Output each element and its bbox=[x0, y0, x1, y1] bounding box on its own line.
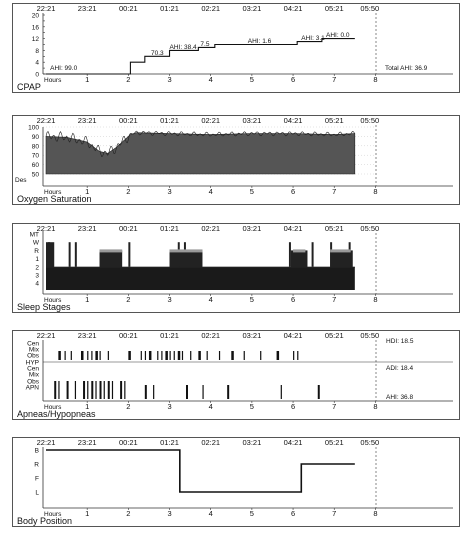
y-tick-label: Obs bbox=[27, 378, 39, 386]
time-label: 00:21 bbox=[118, 116, 138, 125]
hour-tick-label: 3 bbox=[167, 75, 172, 84]
hypopnea-event bbox=[87, 351, 88, 360]
wake-spike bbox=[349, 242, 351, 267]
y-tick-label: 16 bbox=[31, 24, 39, 32]
ahi-annotation: AHI: 36.8 bbox=[386, 394, 414, 401]
panel-title: Apneas/Hypopneas bbox=[17, 409, 96, 419]
hour-tick-label: 5 bbox=[249, 295, 254, 304]
hour-tick-label: 8 bbox=[373, 402, 378, 411]
hour-tick-label: 8 bbox=[373, 75, 378, 84]
time-label: 01:21 bbox=[160, 224, 179, 233]
sleep-stages-panel bbox=[12, 223, 460, 313]
hypopnea-event bbox=[174, 351, 175, 360]
hypopnea-event bbox=[95, 351, 98, 360]
time-label: 04:21 bbox=[283, 331, 303, 340]
y-tick-label: L bbox=[35, 489, 39, 497]
panel-title: Body Position bbox=[17, 516, 73, 526]
hour-tick-label: 2 bbox=[126, 295, 131, 304]
y-tick-label: B bbox=[34, 447, 39, 455]
hour-tick-label: 1 bbox=[85, 187, 90, 196]
wake-spike bbox=[178, 242, 180, 267]
hypopnea-event bbox=[58, 351, 61, 360]
time-label: 03:21 bbox=[242, 116, 262, 125]
hypopnea-event bbox=[207, 351, 208, 360]
hypopnea-event bbox=[198, 351, 201, 360]
oxygen-saturation-chart bbox=[13, 116, 461, 206]
hour-tick-label: 8 bbox=[373, 509, 378, 518]
time-label: 02:21 bbox=[201, 224, 221, 233]
hour-tick-label: 8 bbox=[373, 295, 378, 304]
hours-label: Hours bbox=[44, 297, 62, 304]
y-tick-label: 1 bbox=[35, 256, 39, 264]
apnea-event bbox=[75, 381, 76, 399]
cpap-annotation: AHI: 3.1 bbox=[301, 35, 325, 43]
hour-tick-label: 7 bbox=[332, 295, 337, 304]
sleep-stage-segment bbox=[202, 267, 291, 268]
apnea-event bbox=[120, 381, 122, 399]
time-label: 05:50 bbox=[360, 224, 380, 233]
sleep-stage-segment bbox=[100, 250, 123, 267]
rem-top bbox=[100, 249, 123, 252]
time-label: 03:21 bbox=[242, 331, 262, 340]
apnea-event bbox=[95, 381, 96, 399]
time-label: 22:21 bbox=[36, 438, 56, 447]
hypopnea-event bbox=[244, 351, 245, 360]
time-label: 00:21 bbox=[118, 331, 138, 340]
hypopnea-event bbox=[81, 351, 84, 360]
hour-tick-label: 3 bbox=[167, 187, 172, 196]
apnea-event bbox=[58, 381, 59, 399]
apneas-hypopneas-panel bbox=[12, 330, 460, 420]
time-label: 02:21 bbox=[201, 331, 221, 340]
cpap-chart bbox=[13, 4, 461, 94]
hypopnea-event bbox=[91, 351, 92, 360]
body-position-panel bbox=[12, 437, 460, 527]
hypopnea-event bbox=[149, 351, 152, 360]
apnea-event bbox=[112, 381, 113, 399]
apnea-event bbox=[227, 385, 229, 399]
hour-tick-label: 1 bbox=[85, 402, 90, 411]
wake-spike bbox=[330, 242, 332, 267]
y-tick-label: 2 bbox=[35, 264, 39, 272]
hour-tick-label: 7 bbox=[332, 187, 337, 196]
hour-tick-label: 6 bbox=[290, 295, 296, 304]
hypopnea-event bbox=[219, 351, 220, 360]
y-tick-label: Obs bbox=[27, 352, 39, 360]
hour-tick-label: 4 bbox=[208, 509, 213, 518]
time-label: 01:21 bbox=[160, 331, 179, 340]
hours-label: Hours bbox=[44, 77, 62, 84]
hours-label: Hours bbox=[44, 404, 62, 411]
hypopnea-event bbox=[165, 351, 168, 360]
hour-tick-label: 3 bbox=[167, 402, 172, 411]
time-label: 00:21 bbox=[118, 4, 138, 13]
apnea-event bbox=[202, 385, 203, 399]
sleep-stage-segment bbox=[122, 267, 169, 268]
y-tick-label: 70 bbox=[31, 152, 39, 160]
y-tick-label: 8 bbox=[35, 47, 39, 55]
hour-tick-label: 4 bbox=[208, 402, 213, 411]
hdi-annotation: HDI: 18.5 bbox=[386, 338, 414, 345]
apnea-event bbox=[124, 381, 125, 399]
time-label: 23:21 bbox=[77, 224, 97, 233]
cpap-annotation: 7.5 bbox=[200, 40, 210, 48]
apnea-event bbox=[54, 381, 56, 399]
time-label: 23:21 bbox=[77, 331, 97, 340]
spo2-area bbox=[46, 133, 355, 174]
hypopnea-event bbox=[100, 351, 101, 360]
cpap-annotation: AHI: 1.6 bbox=[247, 38, 272, 46]
apnea-event bbox=[153, 385, 154, 399]
y-tick-label: R bbox=[34, 247, 39, 255]
apnea-event bbox=[100, 381, 102, 399]
cpap-annotation: AHI: 0.0 bbox=[326, 32, 350, 40]
hour-tick-label: 4 bbox=[208, 295, 213, 304]
y-tick-label: Cen bbox=[27, 340, 39, 348]
y-tick-label: Des bbox=[15, 177, 27, 184]
hour-tick-label: 3 bbox=[167, 295, 172, 304]
hour-tick-label: 6 bbox=[290, 75, 296, 84]
y-tick-label: 4 bbox=[35, 59, 39, 67]
y-tick-label: 3 bbox=[35, 272, 39, 280]
apnea-event bbox=[104, 381, 105, 399]
time-label: 01:21 bbox=[160, 116, 179, 125]
time-label: 03:21 bbox=[242, 438, 262, 447]
body-position-chart bbox=[13, 438, 461, 528]
apneas-hypopneas-chart bbox=[13, 331, 461, 421]
sleep-stage-segment bbox=[353, 267, 355, 268]
apnea-event bbox=[83, 381, 85, 399]
y-tick-label: 100 bbox=[28, 124, 39, 132]
oxygen-saturation-panel bbox=[12, 115, 460, 205]
apnea-event bbox=[145, 385, 147, 399]
hour-tick-label: 4 bbox=[208, 75, 213, 84]
wake-spike bbox=[184, 242, 186, 267]
time-label: 22:21 bbox=[36, 4, 56, 13]
y-tick-label: APN bbox=[25, 384, 39, 392]
time-label: 05:50 bbox=[360, 331, 380, 340]
hypopnea-event bbox=[157, 351, 158, 360]
time-label: 00:21 bbox=[118, 224, 138, 233]
time-label: 05:21 bbox=[324, 331, 344, 340]
hypopnea-event bbox=[260, 351, 261, 360]
hypopnea-event bbox=[108, 351, 109, 360]
y-tick-label: MT bbox=[29, 231, 39, 239]
time-label: 04:21 bbox=[283, 438, 303, 447]
time-label: 05:21 bbox=[324, 224, 344, 233]
rem-top bbox=[170, 249, 203, 252]
sleep-stage-segment bbox=[46, 242, 54, 268]
sleep-stage-segment bbox=[291, 250, 307, 267]
time-label: 23:21 bbox=[77, 116, 97, 125]
adi-annotation: ADI: 18.4 bbox=[386, 365, 414, 372]
time-label: 22:21 bbox=[36, 331, 56, 340]
hour-tick-label: 2 bbox=[126, 509, 131, 518]
hypopnea-event bbox=[182, 351, 183, 360]
time-label: 23:21 bbox=[77, 4, 97, 13]
y-tick-label: Mix bbox=[28, 346, 39, 354]
time-label: 00:21 bbox=[118, 438, 138, 447]
apnea-event bbox=[67, 381, 69, 399]
hours-label: Hours bbox=[44, 189, 62, 196]
apnea-event bbox=[91, 381, 93, 399]
panel-title: Oxygen Saturation bbox=[17, 194, 92, 204]
time-label: 02:21 bbox=[201, 116, 221, 125]
wake-spike bbox=[69, 242, 71, 267]
hour-tick-label: 5 bbox=[249, 75, 254, 84]
hour-tick-label: 1 bbox=[85, 75, 90, 84]
y-tick-label: 4 bbox=[35, 280, 39, 288]
y-tick-label: F bbox=[35, 475, 39, 483]
hour-tick-label: 6 bbox=[290, 509, 296, 518]
body-position-line bbox=[46, 450, 355, 492]
y-tick-label: Mix bbox=[28, 371, 39, 379]
time-label: 03:21 bbox=[242, 224, 262, 233]
y-tick-label: 0 bbox=[35, 71, 39, 79]
wake-spike bbox=[289, 242, 291, 267]
hour-tick-label: 5 bbox=[249, 187, 254, 196]
sleep-stage-segment bbox=[54, 267, 99, 268]
hypopnea-event bbox=[161, 351, 162, 360]
hour-tick-label: 1 bbox=[85, 295, 90, 304]
hour-tick-label: 6 bbox=[290, 402, 296, 411]
y-tick-label: 12 bbox=[31, 36, 39, 44]
time-label: 05:21 bbox=[324, 116, 344, 125]
hour-tick-label: 2 bbox=[126, 75, 131, 84]
time-label: 03:21 bbox=[242, 4, 262, 13]
hypopnea-event bbox=[178, 351, 181, 360]
y-tick-label: HYP bbox=[25, 359, 39, 367]
hour-tick-label: 8 bbox=[373, 187, 378, 196]
time-label: 23:21 bbox=[77, 438, 97, 447]
apnea-event bbox=[87, 381, 88, 399]
y-tick-label: W bbox=[32, 239, 39, 247]
time-label: 02:21 bbox=[201, 4, 221, 13]
time-label: 01:21 bbox=[160, 4, 179, 13]
y-tick-label: 50 bbox=[31, 171, 39, 179]
time-label: 05:21 bbox=[324, 438, 344, 447]
hour-tick-label: 7 bbox=[332, 75, 337, 84]
cpap-annotation: AHI: 99.0 bbox=[50, 65, 78, 72]
time-label: 22:21 bbox=[36, 224, 56, 233]
y-tick-label: 20 bbox=[31, 12, 39, 20]
cpap-panel bbox=[12, 3, 460, 93]
panel-title: Sleep Stages bbox=[17, 302, 71, 312]
hour-tick-label: 3 bbox=[167, 509, 172, 518]
stage-band-base bbox=[46, 267, 355, 290]
hour-tick-label: 6 bbox=[290, 187, 296, 196]
cpap-annotation: AHI: 38.4 bbox=[169, 43, 197, 51]
y-tick-label: 90 bbox=[31, 133, 39, 141]
panel-title: CPAP bbox=[17, 82, 41, 92]
time-label: 02:21 bbox=[201, 438, 221, 447]
hour-tick-label: 7 bbox=[332, 402, 337, 411]
wake-spike bbox=[312, 242, 314, 267]
hour-tick-label: 4 bbox=[208, 187, 213, 196]
apnea-event bbox=[108, 381, 110, 399]
time-label: 04:21 bbox=[283, 4, 303, 13]
rem-top bbox=[330, 249, 351, 252]
sleep-stage-segment bbox=[170, 250, 203, 267]
time-label: 05:50 bbox=[360, 116, 380, 125]
y-tick-label: 60 bbox=[31, 162, 39, 170]
apnea-event bbox=[318, 385, 320, 399]
time-label: 04:21 bbox=[283, 116, 303, 125]
hypopnea-event bbox=[293, 351, 294, 360]
apnea-event bbox=[186, 385, 188, 399]
hypopnea-event bbox=[71, 351, 72, 360]
time-label: 01:21 bbox=[160, 438, 179, 447]
time-label: 22:21 bbox=[36, 116, 56, 125]
rem-top bbox=[293, 249, 305, 252]
hypopnea-event bbox=[128, 351, 131, 360]
hour-tick-label: 5 bbox=[249, 402, 254, 411]
hypopnea-event bbox=[170, 351, 171, 360]
y-tick-label: Cen bbox=[27, 365, 39, 373]
hypopnea-event bbox=[65, 351, 66, 360]
time-label: 04:21 bbox=[283, 224, 303, 233]
y-tick-label: 80 bbox=[31, 143, 39, 151]
wake-spike bbox=[128, 242, 130, 267]
time-label: 05:50 bbox=[360, 438, 380, 447]
hypopnea-event bbox=[277, 351, 280, 360]
hypopnea-event bbox=[190, 351, 191, 360]
time-label: 05:50 bbox=[360, 4, 380, 13]
apnea-event bbox=[281, 385, 282, 399]
hour-tick-label: 1 bbox=[85, 509, 90, 518]
sleep-stage-segment bbox=[307, 267, 330, 268]
hypopnea-event bbox=[141, 351, 142, 360]
hour-tick-label: 2 bbox=[126, 402, 131, 411]
wake-spike bbox=[48, 242, 50, 267]
hours-label: Hours bbox=[44, 511, 62, 518]
hour-tick-label: 5 bbox=[249, 509, 254, 518]
hour-tick-label: 2 bbox=[126, 187, 131, 196]
hour-tick-label: 7 bbox=[332, 509, 337, 518]
hypopnea-event bbox=[297, 351, 298, 360]
cpap-annotation: 70.3 bbox=[151, 49, 164, 57]
time-label: 05:21 bbox=[324, 4, 344, 13]
y-tick-label: R bbox=[34, 461, 39, 469]
hypopnea-event bbox=[231, 351, 234, 360]
sleep-stages-chart bbox=[13, 224, 461, 314]
hypopnea-event bbox=[145, 351, 146, 360]
cpap-annotation: Total AHI: 36.9 bbox=[385, 65, 428, 72]
wake-spike bbox=[75, 242, 77, 267]
